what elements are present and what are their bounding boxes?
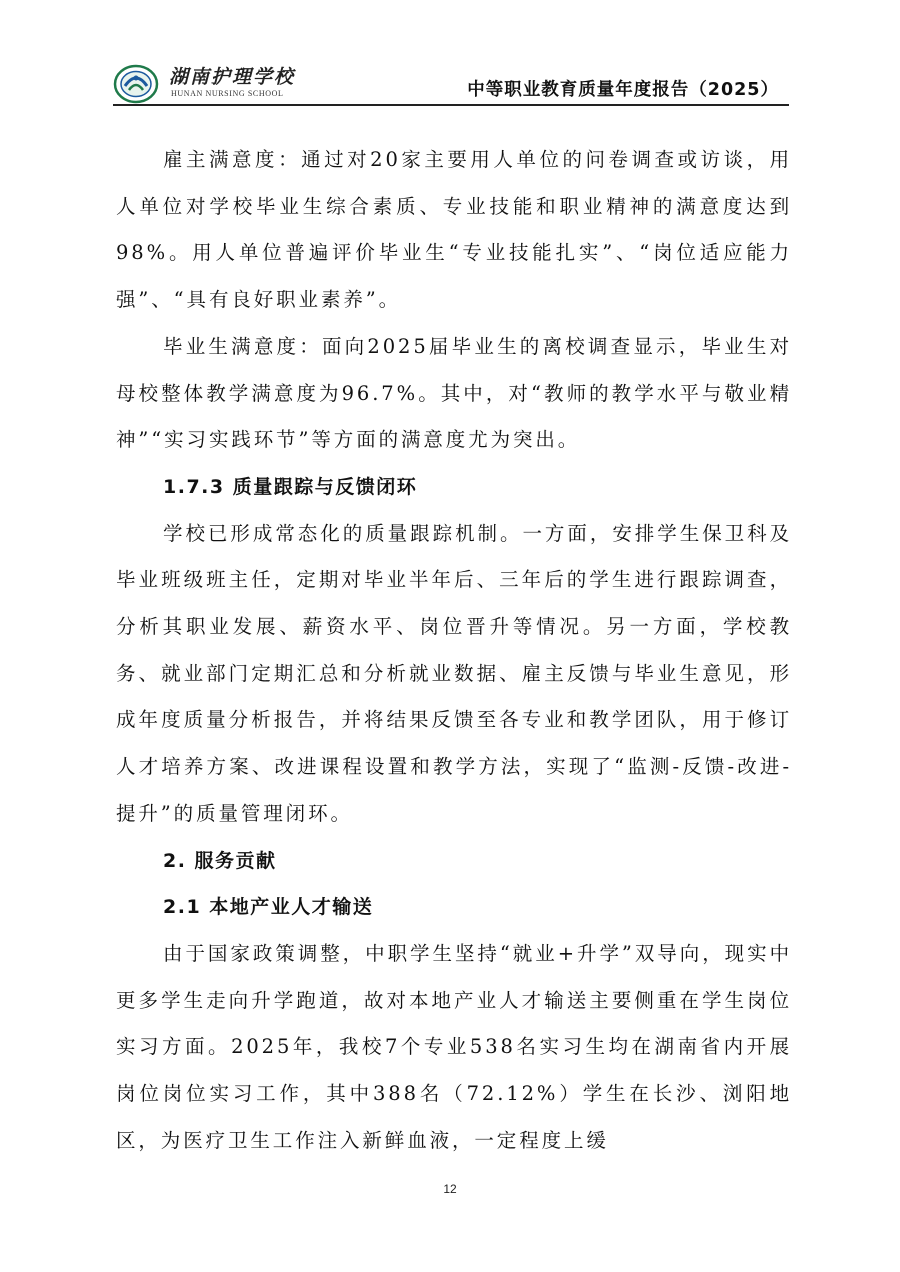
talent-supply-paragraph: 由于国家政策调整，中职学生坚持“就业+升学”双导向，现实中更多学生走向升学跑道，故对本地产业人才输送主要侧重在学生岗位实习方面。2025年，我校7个专业538名实习生均在湖南省内开展岗位岗位实习工作，其中388名（72.12%）学生在长沙、浏阳地区，为医疗卫生工作注入新鲜血液，一定程度上缓 — [116, 941, 792, 1152]
report-title: 中等职业教育质量年度报告（2025） — [467, 80, 779, 100]
employer-satisfaction-paragraph: 雇主满意度：通过对20家主要用人单位的问卷调查或访谈，用人单位对学校毕业生综合素质、专业技能和职业精神的满意度达到98%。用人单位普遍评价毕业生“专业技能扎实”、“岗位适应能力强”、“具有良好职业素养”。 — [116, 148, 792, 312]
section-heading-1-7-3: 1.7.3 质量跟踪与反馈闭环 — [163, 475, 418, 498]
school-name-cn: 湖南护理学校 — [169, 66, 296, 88]
school-name-en: HUNAN NURSING SCHOOL — [171, 89, 284, 98]
graduate-satisfaction-paragraph: 毕业生满意度：面向2025届毕业生的离校调查显示，毕业生对母校整体教学满意度为96.7%。其中，对“教师的教学水平与敬业精神”“实习实践环节”等方面的满意度尤为突出。 — [116, 334, 792, 452]
quality-tracking-paragraph: 学校已形成常态化的质量跟踪机制。一方面，安排学生保卫科及毕业班级班主任，定期对毕业半年后、三年后的学生进行跟踪调查，分析其职业发展、薪资水平、岗位晋升等情况。另一方面，学校教务、就业部门定期汇总和分析就业数据、雇主反馈与毕业生意见，形成年度质量分析报告，并将结果反馈至各专业和教学团队，用于修订人才培养方案、改进课程设置和教学方法，实现了“监测-反馈-改进-提升”的质量管理闭环。 — [116, 521, 792, 825]
section-heading-2: 2. 服务贡献 — [163, 849, 277, 872]
section-heading-2-1: 2.1 本地产业人才输送 — [163, 896, 374, 919]
header-divider — [113, 104, 789, 106]
school-emblem-icon — [113, 64, 159, 104]
page-body — [116, 137, 792, 1164]
page-number: 12 — [443, 1182, 457, 1196]
page-header — [113, 62, 789, 106]
